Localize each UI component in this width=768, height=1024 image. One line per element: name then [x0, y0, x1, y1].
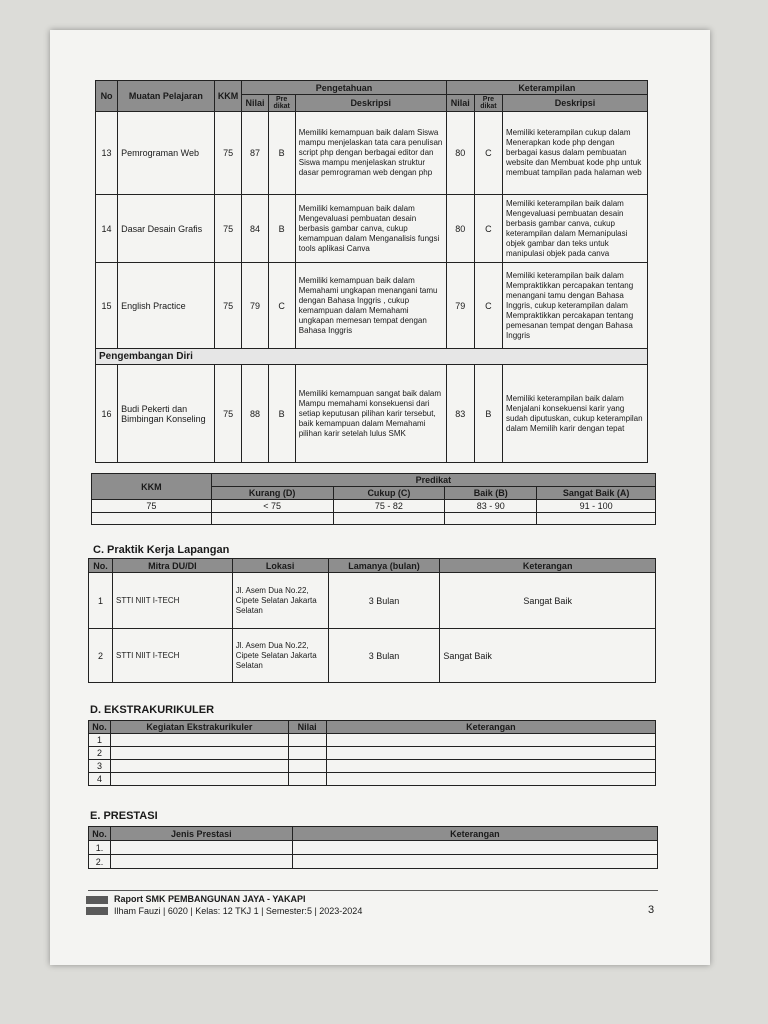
row-p-predikat: B — [268, 195, 295, 263]
row-k-predikat: C — [474, 195, 502, 263]
predikat-a-value: 91 - 100 — [537, 500, 656, 513]
pkl-header-lokasi: Lokasi — [232, 559, 328, 573]
footer-title: Raport SMK PEMBANGUNAN JAYA - YAKAPI — [114, 894, 306, 904]
row-k-nilai: 83 — [446, 365, 474, 463]
ekskul-header-nilai: Nilai — [288, 721, 326, 734]
header-p-nilai: Nilai — [242, 95, 268, 112]
row-subject: English Practice — [118, 263, 215, 349]
predikat-b-value: 83 - 90 — [445, 500, 537, 513]
ekskul-no: 4 — [89, 773, 111, 786]
predikat-kkm-value: 75 — [92, 500, 212, 513]
row-p-predikat: B — [268, 112, 295, 195]
ekskul-no: 1 — [89, 734, 111, 747]
ekskul-no: 2 — [89, 747, 111, 760]
row-kkm: 75 — [214, 195, 242, 263]
prestasi-header-jenis: Jenis Prestasi — [110, 827, 292, 841]
row-p-desc: Memiliki kemampuan baik dalam Siswa mampu menjelaskan tata cara penulisan script php dengan berbagai editor dan Siswa mampu menjelaskan struktur dasar pemrograman web dengan php — [295, 112, 446, 195]
row-k-desc: Memiliki keterampilan baik dalam Menjalani konsekuensi karir yang sudah diputuskan, cukup keterampilan dalam Memilih karir dengan tepat — [503, 365, 648, 463]
row-k-predikat: C — [474, 263, 502, 349]
header-p-deskripsi: Deskripsi — [295, 95, 446, 112]
predikat-b-header: Baik (B) — [445, 487, 537, 500]
footer-bar-1 — [86, 896, 108, 904]
row-no: 14 — [96, 195, 118, 263]
table-row — [89, 855, 658, 869]
grades-table — [95, 80, 648, 463]
pkl-table — [88, 558, 656, 683]
pkl-header-keterangan: Keterangan — [440, 559, 656, 573]
row-p-predikat: C — [268, 263, 295, 349]
predikat-kkm-header: KKM — [92, 474, 212, 500]
row-k-nilai: 79 — [446, 263, 474, 349]
table-row — [89, 573, 656, 629]
table-row — [89, 773, 656, 786]
row-p-nilai: 79 — [242, 263, 268, 349]
row-p-nilai: 88 — [242, 365, 268, 463]
pkl-keterangan: Sangat Baik — [440, 629, 656, 683]
pkl-mitra: STTI NIIT I-TECH — [112, 629, 232, 683]
row-p-desc: Memiliki kemampuan sangat baik dalam Mampu memahami konsekuensi dari setiap keputusan pilihan karir tersebut, baik kemampuan dalam Memahami pilihan karir setelah lulus SMK — [295, 365, 446, 463]
row-k-nilai: 80 — [446, 195, 474, 263]
header-k-deskripsi: Deskripsi — [503, 95, 648, 112]
row-p-nilai: 87 — [242, 112, 268, 195]
row-p-desc: Memiliki kemampuan baik dalam Memahami ungkapan menangani tamu dengan Bahasa Inggris , cukup kemampuan dalam Memahami ungkapan memesan tempat dengan Bahasa Inggris — [295, 263, 446, 349]
row-k-desc: Memiliki keterampilan baik dalam Mempraktikkan percapakan tentang menangani tamu dengan Bahasa Inggris, cukup keterampilan dalam Mempraktikkan percakapan tentang pemesanan tempat dengan Bahasa Inggris — [503, 263, 648, 349]
row-k-predikat: C — [474, 112, 502, 195]
header-kkm: KKM — [214, 81, 242, 112]
table-row — [89, 747, 656, 760]
pkl-lama: 3 Bulan — [328, 573, 440, 629]
row-k-desc: Memiliki keterampilan cukup dalam Menerapkan kode php dengan berbagai kasus dalam pembuatan website dan Membuat kode php untuk membuat tampilan pada halaman web — [503, 112, 648, 195]
header-keterampilan: Keterampilan — [446, 81, 647, 95]
footer-student-info: Ilham Fauzi | 6020 | Kelas: 12 TKJ 1 | Semester:5 | 2023-2024 — [114, 906, 363, 916]
row-p-nilai: 84 — [242, 195, 268, 263]
table-row — [89, 760, 656, 773]
row-k-nilai: 80 — [446, 112, 474, 195]
table-row — [96, 263, 648, 349]
pkl-no: 2 — [89, 629, 113, 683]
row-no: 15 — [96, 263, 118, 349]
table-row — [96, 112, 648, 195]
ekskul-no: 3 — [89, 760, 111, 773]
pkl-header-mitra: Mitra DU/DI — [112, 559, 232, 573]
ekskul-title: D. EKSTRAKURIKULER — [90, 704, 215, 716]
pkl-keterangan: Sangat Baik — [440, 573, 656, 629]
pkl-header-lama: Lamanya (bulan) — [328, 559, 440, 573]
pkl-header-no: No. — [89, 559, 113, 573]
predikat-table — [91, 473, 656, 525]
table-row — [96, 195, 648, 263]
prestasi-header-keterangan: Keterangan — [292, 827, 657, 841]
pkl-lokasi: Jl. Asem Dua No.22, Cipete Selatan Jakarta Selatan — [232, 629, 328, 683]
pkl-title: C. Praktik Kerja Lapangan — [93, 544, 230, 556]
header-k-predikat: Pre dikat — [474, 95, 502, 112]
row-no: 16 — [96, 365, 118, 463]
predikat-c-value: 75 - 82 — [333, 500, 445, 513]
footer-bar-2 — [86, 907, 108, 915]
row-kkm: 75 — [214, 112, 242, 195]
pkl-lama: 3 Bulan — [328, 629, 440, 683]
header-p-predikat: Pre dikat — [268, 95, 295, 112]
page-number: 3 — [648, 904, 655, 916]
ekskul-table — [88, 720, 656, 786]
prestasi-header-no: No. — [89, 827, 111, 841]
table-row — [89, 841, 658, 855]
header-no: No — [96, 81, 118, 112]
row-k-desc: Memiliki keterampilan baik dalam Mengevaluasi pembuatan desain berbasis gambar canva, cukup keterampilan dalam Memanipulasi objek gambar dan teks untuk manipulasi objek pada canva — [503, 195, 648, 263]
pkl-mitra: STTI NIIT I-TECH — [112, 573, 232, 629]
predikat-header: Predikat — [211, 474, 655, 487]
ekskul-header-kegiatan: Kegiatan Ekstrakurikuler — [110, 721, 288, 734]
row-no: 13 — [96, 112, 118, 195]
prestasi-no: 1. — [89, 841, 111, 855]
row-subject: Budi Pekerti dan Bimbingan Konseling — [118, 365, 215, 463]
row-kkm: 75 — [214, 263, 242, 349]
pengembangan-diri-label: Pengembangan Diri — [96, 349, 648, 365]
predikat-d-value: < 75 — [211, 500, 333, 513]
row-k-predikat: B — [474, 365, 502, 463]
pkl-lokasi: Jl. Asem Dua No.22, Cipete Selatan Jakarta Selatan — [232, 573, 328, 629]
pkl-no: 1 — [89, 573, 113, 629]
predikat-a-header: Sangat Baik (A) — [537, 487, 656, 500]
row-p-predikat: B — [268, 365, 295, 463]
report-page — [50, 30, 710, 965]
prestasi-table — [88, 826, 658, 869]
predikat-c-header: Cukup (C) — [333, 487, 445, 500]
ekskul-header-no: No. — [89, 721, 111, 734]
row-subject: Pemrograman Web — [118, 112, 215, 195]
prestasi-no: 2. — [89, 855, 111, 869]
prestasi-title: E. PRESTASI — [90, 810, 158, 822]
footer-divider — [88, 890, 658, 891]
header-k-nilai: Nilai — [446, 95, 474, 112]
table-row — [96, 365, 648, 463]
predikat-d-header: Kurang (D) — [211, 487, 333, 500]
row-kkm: 75 — [214, 365, 242, 463]
table-row — [89, 629, 656, 683]
table-row — [89, 734, 656, 747]
ekskul-header-keterangan: Keterangan — [326, 721, 655, 734]
header-muatan: Muatan Pelajaran — [118, 81, 215, 112]
header-pengetahuan: Pengetahuan — [242, 81, 446, 95]
row-p-desc: Memiliki kemampuan baik dalam Mengevaluasi pembuatan desain berbasis gambar canva, cukup kemampuan dalam Menganalisis fungsi tools aplikasi Canva — [295, 195, 446, 263]
row-subject: Dasar Desain Grafis — [118, 195, 215, 263]
